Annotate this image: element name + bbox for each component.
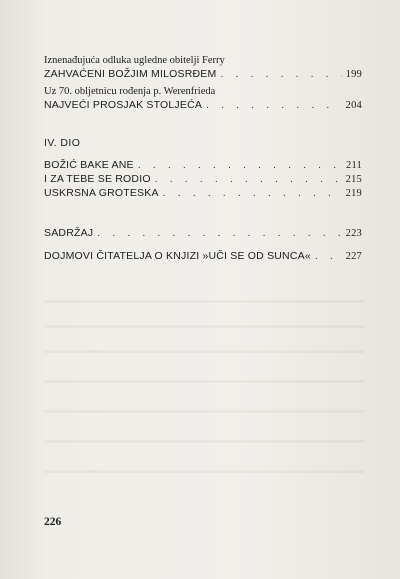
show-through (44, 325, 364, 328)
entry-title: ZAHVAĆENI BOŽJIM MILOSRĐEM (44, 68, 217, 80)
toc-entry (44, 227, 362, 240)
show-through (44, 380, 364, 383)
dot-leader (206, 99, 342, 112)
page-number: 223 (345, 228, 362, 239)
page-number: 219 (345, 188, 362, 199)
toc-entry (44, 173, 362, 186)
entry-title: BOŽIĆ BAKE ANE (44, 159, 134, 171)
toc-entry (44, 68, 362, 81)
dot-leader (155, 173, 342, 186)
entry-title: DOJMOVI ČITATELJA O KNJIZI »UČI SE OD SUNCA« (44, 250, 311, 262)
entry-subtitle: Iznenađujuća odluka ugledne obitelji Ferry (44, 55, 225, 66)
show-through (44, 350, 364, 353)
show-through (44, 410, 364, 413)
entry-title: I ZA TEBE SE RODIO (44, 173, 151, 185)
page-number: 199 (345, 69, 362, 80)
dot-leader (315, 250, 342, 263)
entry-title: SADRŽAJ (44, 227, 94, 239)
page-folio: 226 (44, 516, 62, 528)
show-through (44, 440, 364, 443)
page-number: 211 (346, 160, 362, 171)
toc-entry (44, 250, 362, 263)
page-number: 227 (345, 251, 362, 262)
dot-leader (163, 187, 342, 200)
entry-title: NAJVEĆI PROSJAK STOLJEĆA (44, 99, 203, 111)
page-number: 204 (345, 100, 362, 111)
show-through (44, 470, 364, 473)
toc-entry (44, 99, 362, 112)
dot-leader (97, 227, 341, 240)
page-number: 215 (345, 174, 362, 185)
dot-leader (220, 68, 341, 81)
entry-subtitle: Uz 70. obljetnicu rođenja p. Werenfrieda (44, 86, 216, 97)
toc-entry (44, 187, 362, 200)
toc-entry (44, 159, 362, 172)
show-through (44, 300, 364, 303)
entry-title: USKRSNA GROTESKA (44, 187, 159, 199)
dot-leader (138, 159, 342, 172)
part-heading: IV. DIO (44, 137, 81, 149)
